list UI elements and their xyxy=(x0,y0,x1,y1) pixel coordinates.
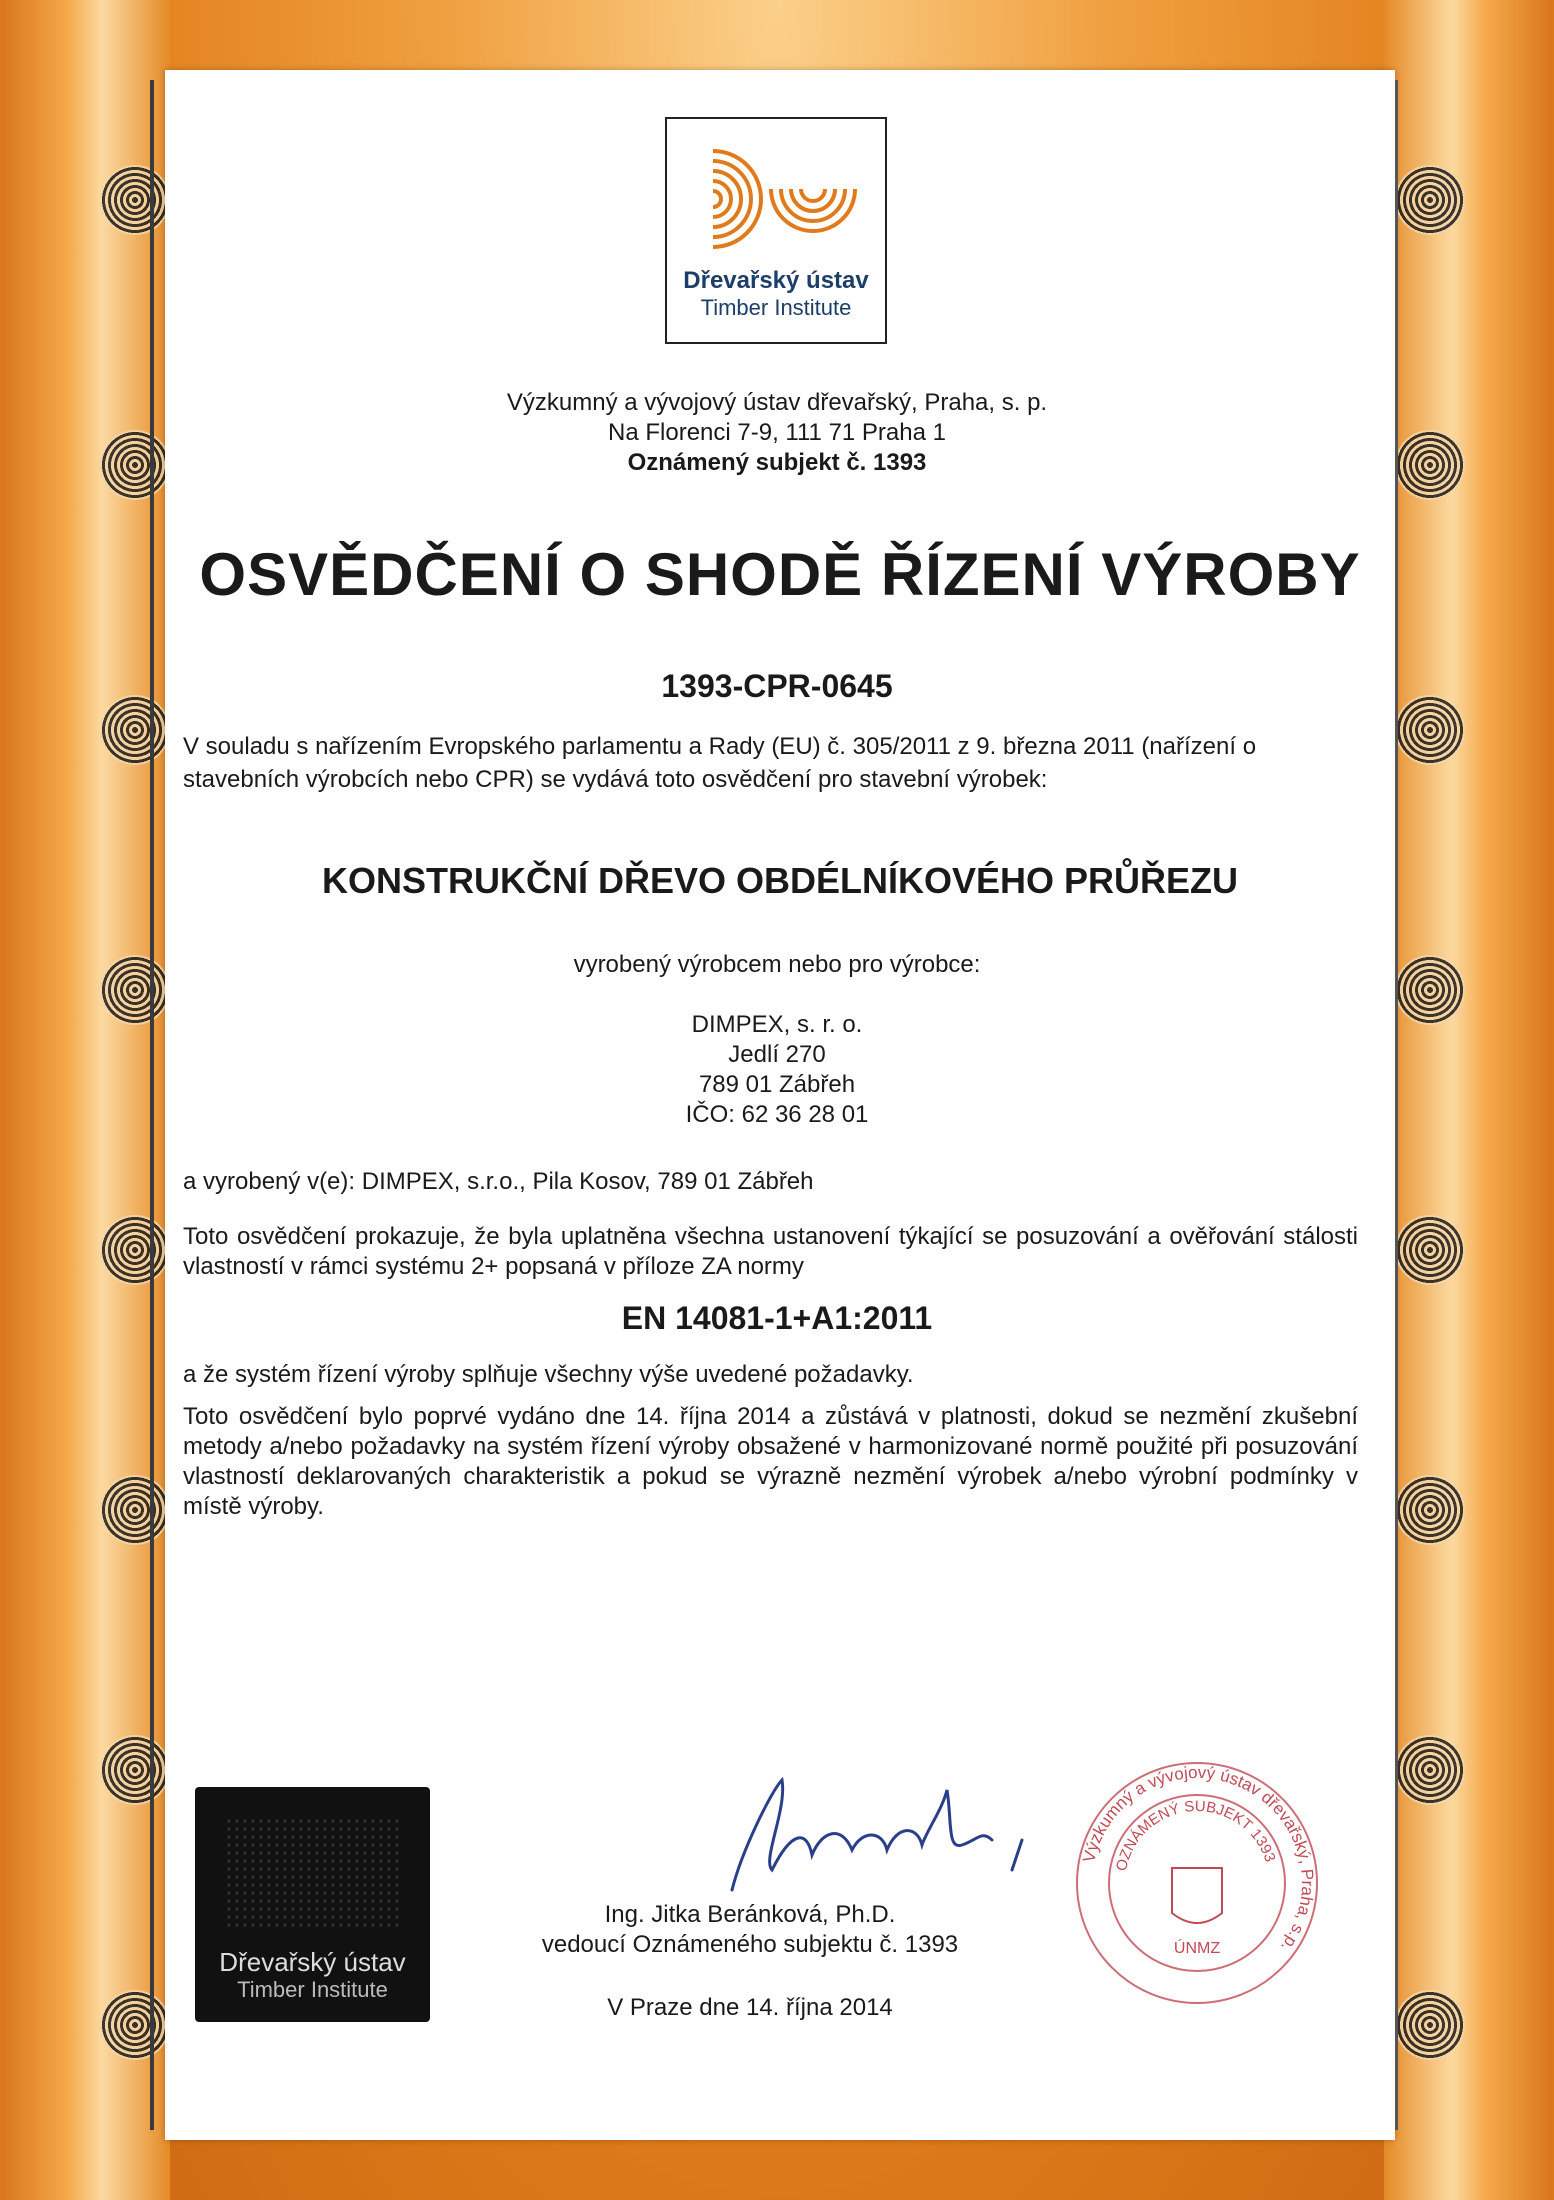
logo-name-cz: Dřevařský ústav xyxy=(683,267,869,294)
border-right xyxy=(1384,0,1554,2200)
institute-logo xyxy=(665,117,887,344)
ring-decoration xyxy=(100,1475,170,1545)
product-name: KONSTRUKČNÍ DŘEVO OBDÉLNÍKOVÉHO PRŮŘEZU xyxy=(321,860,1239,901)
stamp-bottom-text: ÚNMZ xyxy=(1173,1940,1221,1957)
ring-decoration xyxy=(100,695,170,765)
stamp-outer-text: Výzkumný a vývojový ústav dřevařský, Praha, s.p. xyxy=(1079,1762,1318,1956)
badge-name-en: Timber Institute xyxy=(237,1977,388,2002)
rule-right xyxy=(1395,80,1398,2130)
manufacturer-name: DIMPEX, s. r. o. xyxy=(691,1011,863,1038)
signature-icon xyxy=(712,1770,1052,1910)
ring-decoration xyxy=(1395,955,1465,1025)
notified-body: Oznámený subjekt č. 1393 xyxy=(627,449,927,476)
rule-left xyxy=(150,80,154,2130)
signatory-name: Ing. Jitka Beránková, Ph.D. xyxy=(604,1901,896,1928)
certificate-number: 1393-CPR-0645 xyxy=(661,668,893,704)
produced-by-label: vyrobený výrobcem nebo pro výrobce: xyxy=(573,951,981,978)
validity-text: Toto osvědčení bylo poprvé vydáno dne 14. října 2014 a zůstává v platnosti, dokud se nezmění zkušební metody a/nebo požadavky na systém řízení výroby obsažené v harmonizované normě použité při posuzování vlastností deklarovaných charakteristik a pokud se výrazně nezmění výrobek a/nebo výrobní podmínky v místě výroby. xyxy=(183,1403,1358,1520)
production-plant: a vyrobený v(e): DIMPEX, s.r.o., Pila Kosov, 789 01 Zábřeh xyxy=(183,1168,814,1195)
ring-decoration xyxy=(100,1735,170,1805)
ring-decoration xyxy=(1395,165,1465,235)
stamp-inner-text: OZNÁMENÝ SUBJEKT 1393 xyxy=(1113,1797,1279,1873)
manufacturer-ico: IČO: 62 36 28 01 xyxy=(685,1101,869,1128)
badge-pattern xyxy=(225,1817,400,1927)
ring-decoration xyxy=(1395,1990,1465,2060)
standard-code: EN 14081-1+A1:2011 xyxy=(621,1300,933,1336)
ring-decoration xyxy=(100,1990,170,2060)
ring-decoration xyxy=(100,1215,170,1285)
border-left xyxy=(0,0,170,2200)
ring-decoration xyxy=(1395,1215,1465,1285)
proof-text: Toto osvědčení prokazuje, že byla uplatněna všechna ustanovení týkající se posuzování a ověřování stálosti vlastností v rámci systému 2+ popsaná v příloze ZA normy xyxy=(183,1223,1358,1280)
ring-decoration xyxy=(1395,430,1465,500)
ring-decoration xyxy=(1395,695,1465,765)
fpc-text: a že systém řízení výroby splňuje všechny výše uvedené požadavky. xyxy=(183,1361,914,1388)
intro-line-1: V souladu s nařízením Evropského parlamentu a Rady (EU) č. 305/2011 z 9. března 2011 (nařízení o xyxy=(183,733,1257,760)
lion-shield-icon xyxy=(1172,1868,1222,1923)
institute-address: Na Florenci 7-9, 111 71 Praha 1 xyxy=(608,419,946,446)
ring-decoration xyxy=(100,165,170,235)
manufacturer-street: Jedlí 270 xyxy=(728,1041,826,1068)
ring-decoration xyxy=(100,430,170,500)
timber-institute-badge xyxy=(195,1787,430,2022)
ring-decoration xyxy=(1395,1475,1465,1545)
place-and-date: V Praze dne 14. října 2014 xyxy=(607,1994,893,2021)
ring-decoration xyxy=(1395,1735,1465,1805)
logo-name-en: Timber Institute xyxy=(700,295,852,320)
ring-decoration xyxy=(100,955,170,1025)
signatory-role: vedoucí Oznámeného subjektu č. 1393 xyxy=(541,1931,959,1958)
logo-rings-icon xyxy=(693,141,863,261)
certificate-title: OSVĚDČENÍ O SHODĚ ŘÍZENÍ VÝROBY xyxy=(199,541,1361,608)
intro-line-2: stavebních výrobcích nebo CPR) se vydává toto osvědčení pro stavební výrobek: xyxy=(183,766,1048,793)
official-stamp xyxy=(1072,1748,1322,2018)
badge-name-cz: Dřevařský ústav xyxy=(219,1947,406,1977)
institute-name: Výzkumný a vývojový ústav dřevařský, Praha, s. p. xyxy=(506,389,1048,416)
manufacturer-city: 789 01 Zábřeh xyxy=(698,1071,856,1098)
